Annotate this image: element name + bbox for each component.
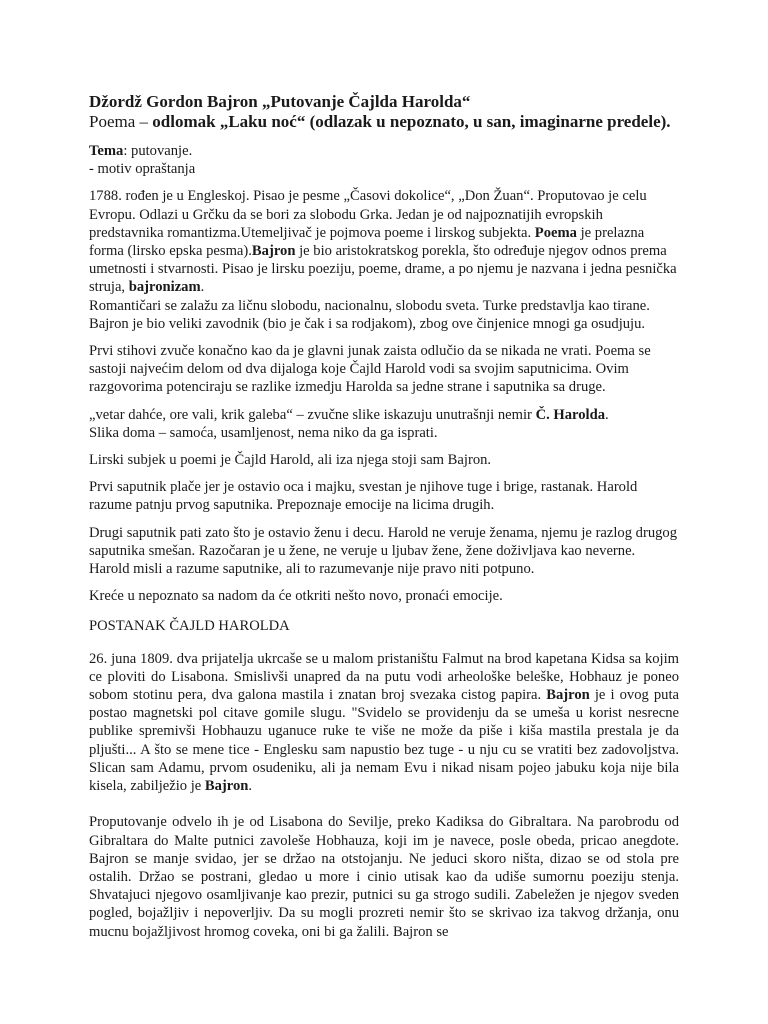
bio-text-3: je bio aristokratskog porekla, što određuje njegov odnos prema umetnosti i stvarnosti. Pisao je lirsku poeziju, poeme, drame, a po njemu je nazvana i jedna pesnička struja, — [89, 243, 677, 296]
bio-paragraph — [89, 187, 679, 333]
june-paragraph — [89, 650, 679, 796]
tema-motif: - motiv opraštanja — [89, 161, 196, 178]
bio-bold-poema: Poema — [534, 224, 577, 241]
quote-text: „vetar dahće, ore vali, krik galeba“ – zvučne slike iskazuju unutrašnji nemir — [89, 406, 536, 423]
document-subtitle — [89, 112, 679, 132]
tema-label: Tema — [89, 143, 124, 159]
quote-paragraph — [89, 406, 679, 442]
quote-home: Slika doma – samoća, usamljenost, nema niko da ga isprati. — [89, 424, 438, 441]
subtitle-prefix: Poema – — [89, 112, 153, 131]
tema-value: : putovanje. — [123, 143, 193, 159]
quote-bold: Č. Harolda — [535, 406, 606, 423]
subject-paragraph: Lirski subjek u poemi je Čajld Harold, ali iza njega stoji sam Bajron. — [89, 452, 492, 469]
bio-text-2: je prelazna forma (lirsko epska pesma). — [89, 224, 645, 260]
bio-bold-bajron: Bajron — [251, 243, 296, 260]
june-text: 26. juna 1809. dva prijatelja ukrcaše se u malom pristaništu Falmut na brod kapetana Kidsa sa kojim ce ploviti do Lisabona. Smislivši unapred da na putu vodi arheološke beleške, Hobhauz je poneo sobom stotinu pera, dva galona mastila i znatan broj svezaka cistog papira. — [89, 650, 679, 704]
first-companion-paragraph: Prvi saputnik plače jer je ostavio oca i majku, svestan je njihove tuge i brige, rastanak. Harold razume patnju prvog saputnika. Prepoznaje emocije na licima drugih. — [89, 479, 638, 514]
section-heading: POSTANAK ČAJLD HAROLDA — [89, 618, 290, 635]
second-companion-paragraph: Drugi saputnik pati zato što je ostavio ženu i decu. Harold ne veruje ženama, njemu je razlog drugog saputnika smešan. Razočaran je u žene, ne veruje u ljubav žene, žene doživljava kao neverne. Harold misli a razume saputnike, ali to razumevanje nije pravo niti potpuno. — [89, 524, 678, 578]
document-page — [89, 92, 679, 950]
tema-paragraph — [89, 142, 679, 178]
bio-text-4: . — [200, 279, 205, 296]
dialog-paragraph: Prvi stihovi zvuče konačno kao da je glavni junak zaista odlučio da se nikada ne vrati. Poema se sastoji najvećim delom od dva dijaloga koje Čajld Harold vodi sa svojim saputnicima. Ovim razgovorima potenciraju se razlike izmedju Harolda sa jedne strane i saputnika sa druge. — [89, 343, 651, 396]
june-text-2: je i ovog puta postao magnetski pol citave gomile slugu. "Svidelo se providenju da se umeša u korist nesrecne publike spremivši Hobhauzu uganuce ruke te više ne može da piše i kiša mastila prestala je da pljušti... A što se mene tice - Englesku sam napustio bez tuge - u nju cu se vratiti bez zadovoljstva. Slican sam Adamu, prvom osudeniku, ali ja nemam Evu i nikad nisam pojeo jabuku koja nije bila kisela, zabilježio je — [89, 687, 679, 795]
leaves-paragraph: Kreće u nepoznato sa nadom da će otkriti nešto novo, pronaći emocije. — [89, 588, 503, 605]
document-title: Džordž Gordon Bajron „Putovanje Čajlda Harolda“ — [89, 92, 471, 111]
bio-romantics: Romantičari se zalažu za ličnu slobodu, nacionalnu, slobodu sveta. Turke predstavlja kao tirane. Bajron je bio veliki zavodnik (bio je čak i sa rodjakom), zbog ove činjenice mnogi ga osudjuju. — [89, 297, 650, 332]
june-bold-bajron: Bajron — [546, 687, 590, 704]
subtitle-bold: odlomak „Laku noć“ (odlazak u nepoznato, u san, imaginarne predele). — [152, 112, 671, 131]
june-end: . — [248, 778, 253, 795]
june-bold-bajron-2: Bajron — [204, 778, 249, 795]
quote-end: . — [605, 406, 609, 423]
bio-bold-bajronizam: bajronizam — [128, 279, 201, 296]
bio-text-1: 1788. rođen je u Engleskoj. Pisao je pesme „Časovi dokolice“, „Don Žuan“. Proputovao je celu Evropu. Odlazi u Grčku da se bori za slobodu Grka. Jedan je od najpoznatijih evropskih predstavnika romantizma.Utemeljivač je pojmova poeme i lirskog subjekta. — [89, 188, 647, 241]
travel-paragraph: Proputovanje odvelo ih je od Lisabona do Sevilje, preko Kadiksa do Gibraltara. Na parobrodu od Gibraltara do Malte putnici zavoleše Hobhauza, koji im je navece, posle obeda, pricao anegdote. Bajron se manje svidao, jer se držao na otstojanju. Ne jeduci skoro ništa, dizao se od stola pre ostalih. Držao se postrani, gledao u more i cinio utisak kao da udiše sumornu poeziju stenja. Shvatajuci njegovo osamljivanje kao prezir, putnici su ga strogo sudili. Zabeležen je njegov sveden pogled, bojažljiv i nepoverljiv. Da su mogli prozreti nemir što se skrivao iza takvog držanja, onu mucnu bojažljivost hromog coveka, oni bi ga žalili. Bajron se — [89, 814, 679, 940]
